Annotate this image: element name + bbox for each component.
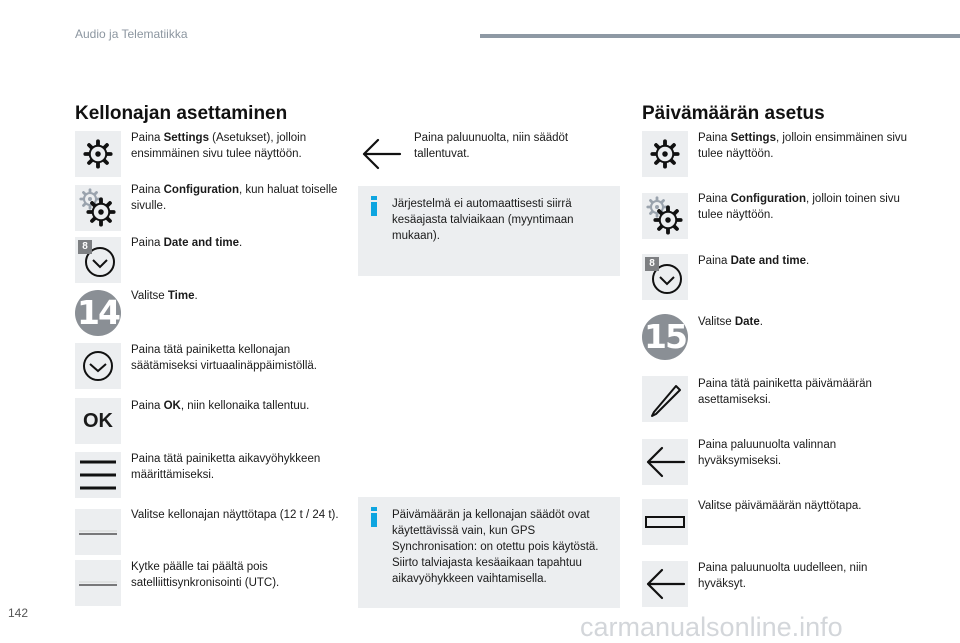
step-text-post: , kun haluat toiselle sivulle. [131, 184, 338, 212]
gear-icon [75, 131, 121, 177]
step-text [698, 253, 913, 269]
step-text [698, 376, 913, 408]
step-text-post: , jolloin toinen sivu tulee näyttöön. [698, 193, 900, 221]
step-text-post: . [194, 290, 198, 302]
step-text-pre: Paina [131, 237, 164, 249]
step-text [131, 559, 346, 591]
left-section-title: Kellonajan asettaminen [75, 103, 288, 124]
step-text-bold: Date and time [730, 255, 807, 267]
ok-icon [75, 398, 121, 444]
step-text-bold: Settings [730, 132, 776, 144]
step-text-bold: Date [734, 316, 760, 328]
step-text-pre: Paina [698, 255, 731, 267]
step-text [131, 507, 346, 523]
clock-icon [642, 254, 688, 300]
step-text [131, 398, 346, 414]
info-box-gps [358, 497, 620, 608]
step-number-badge [75, 290, 121, 336]
step-number-badge [642, 314, 688, 360]
step-text [131, 182, 346, 214]
menu-icon [75, 452, 121, 498]
step-text-post: . [759, 316, 763, 328]
ok-label: OK [83, 410, 113, 432]
step-number: 14 [77, 293, 119, 332]
section-header: Audio ja Telematiikka [75, 27, 188, 41]
step-text-bold: Configuration [730, 193, 806, 205]
step-text-bold: OK [163, 400, 181, 412]
double-gear-icon [642, 193, 688, 239]
step-text-pre: Paina tätä painiketta aikavyöhykkeen määrittämiseksi. [131, 453, 321, 481]
info-box-dst-text: Järjestelmä ei automaattisesti siirrä kesäajasta talviaikaan (myyntimaan mukaan). [392, 198, 574, 242]
step-text-pre: Valitse kellonajan näyttötapa (12 t / 24 t). [131, 509, 339, 521]
step-text-pre: Paina [698, 193, 731, 205]
back-arrow-icon [642, 561, 688, 607]
step-text-bold: Configuration [163, 184, 239, 196]
check-circle-icon [75, 343, 121, 389]
badge-number: 8 [78, 240, 92, 254]
info-icon [371, 507, 377, 527]
step-text-bold: Date and time [163, 237, 240, 249]
step-text [698, 314, 913, 330]
step-text-pre: Paina [131, 132, 164, 144]
step-text-post: . [806, 255, 810, 267]
step-text-pre: Paina [698, 132, 731, 144]
toggle-icon [75, 560, 121, 606]
step-number: 15 [644, 317, 686, 356]
step-text [131, 288, 346, 304]
pencil-icon [642, 376, 688, 422]
step-text [698, 191, 913, 223]
step-text [698, 498, 913, 514]
right-section-title: Päivämäärän asetus [642, 103, 825, 124]
step-text-post: , jolloin ensimmäinen sivu tulee näyttöön. [698, 132, 908, 160]
header-bar [480, 34, 960, 38]
step-text-post: (Asetukset), jolloin ensimmäinen sivu tulee näyttöön. [131, 132, 307, 160]
step-text-post: , niin kellonaika tallentuu. [180, 400, 310, 412]
back-arrow-icon [358, 131, 404, 177]
middle-back-step-text: Paina paluunuolta, niin säädöt tallentuvat. [414, 132, 569, 160]
step-text-pre: Paina paluunuolta valinnan hyväksymiseksi. [698, 439, 837, 467]
step-text [698, 130, 913, 162]
step-text-pre: Paina [131, 184, 164, 196]
step-text-bold: Time [167, 290, 195, 302]
back-arrow-icon [642, 439, 688, 485]
step-text-pre: Paina tätä painiketta päivämäärän asettamiseksi. [698, 378, 872, 406]
step-text-pre: Valitse päivämäärän näyttötapa. [698, 500, 862, 512]
step-text-pre: Kytke päälle tai päältä pois satelliittisynkronisointi (UTC). [131, 561, 280, 589]
info-box-dst [358, 186, 620, 276]
step-text [131, 342, 346, 374]
info-box-gps-text: Päivämäärän ja kellonajan säädöt ovat käytettävissä vain, kun GPS Synchronisation: on otettu pois käytöstä. Siirto talviajasta kesäaikaan tapahtuu aikavyöhykkeen vaihtamisella. [392, 509, 599, 585]
step-text-pre: Paina paluunuolta uudelleen, niin hyväksyt. [698, 562, 868, 590]
step-text [131, 451, 346, 483]
clock-icon [75, 237, 121, 283]
double-gear-icon [75, 185, 121, 231]
step-text-pre: Paina tätä painiketta kellonajan säätämiseksi virtuaalinäppäimistöllä. [131, 344, 317, 372]
step-text-pre: Paina [131, 400, 164, 412]
step-text-bold: Settings [163, 132, 209, 144]
badge-number: 8 [645, 257, 659, 271]
step-text [698, 560, 913, 592]
gear-icon [642, 131, 688, 177]
info-icon [371, 196, 377, 216]
step-text-post: . [239, 237, 243, 249]
step-text [698, 437, 913, 469]
page-number: 142 [8, 606, 29, 620]
rectangle-icon [642, 499, 688, 545]
step-text [131, 235, 346, 251]
step-text [131, 130, 346, 162]
toggle-icon [75, 509, 121, 555]
step-text-pre: Valitse [698, 316, 735, 328]
step-text-pre: Valitse [131, 290, 168, 302]
watermark: carmanualsonline.info [580, 612, 843, 642]
